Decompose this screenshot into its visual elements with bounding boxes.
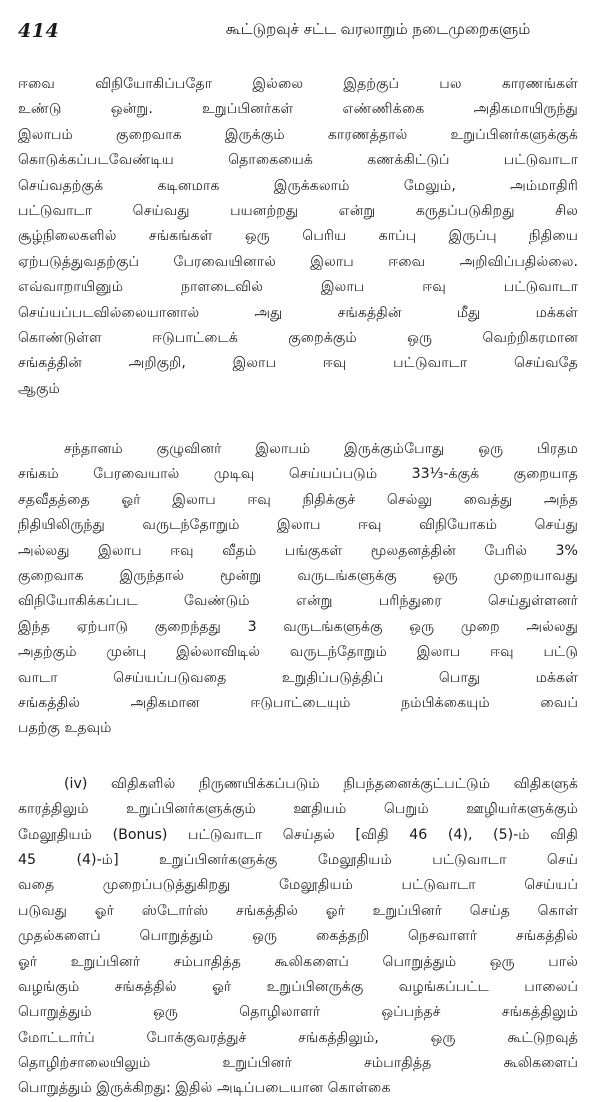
text-line: படுவது ஓர் ஸ்டோர்ஸ் சங்கத்தில் ஓர் உறுப்பினர் செய்த கொள் xyxy=(18,902,578,919)
text-line: வழங்கும் சங்கத்தில் ஓர் உறுப்பினருக்கு வழங்கப்பட்ட பாலைப் xyxy=(18,978,578,995)
running-title: கூட்டுறவுச் சட்ட வரலாறும் நடைமுறைகளும் xyxy=(225,20,531,38)
page-number: 414 xyxy=(18,20,60,42)
text-line: சங்கம் பேரவையால் முடிவு செய்யப்படும் 33⅓-க்குக் குறையாத xyxy=(18,466,578,483)
text-line: வாடா செய்யப்படுவதை உறுதிப்படுத்திப் பொது மக்கள் xyxy=(18,669,578,686)
text-line: கொண்டுள்ள ஈடுபாட்டைக் குறைக்கும் ஒரு வெற்றிகரமான xyxy=(18,329,578,346)
text-line: குறைவாக இருந்தால் மூன்று வருடங்களுக்கு ஒரு முறையாவது xyxy=(18,568,578,585)
text-line: சூழ்நிலைகளில் சங்கங்கள் ஒரு பெரிய காப்பு இருப்பு நிதியை xyxy=(18,228,578,245)
text-line: பொறுத்தும் ஒரு தொழிலாளர் ஒப்பந்தச் சங்கத்திலும் xyxy=(18,1004,578,1021)
text-line: ஆகும் xyxy=(18,380,60,397)
text-line: பட்டுவாடா செய்வது பயனற்றது என்று கருதப்படுகிறது சில xyxy=(18,202,578,219)
text-line: விநியோகிக்கப்பட வேண்டும் என்று பரிந்துரை செய்துள்ளனர் xyxy=(18,593,578,610)
text-line: அதற்கும் முன்பு இல்லாவிடில் வருடந்தோறும் இலாப ஈவு பட்டு xyxy=(18,644,578,661)
text-line: கொடுக்கப்படவேண்டிய தொகையைக் கணக்கிட்டுப் பட்டுவாடா xyxy=(18,152,578,169)
text-line: ஈவை விநியோகிப்பதோ இல்லை இதற்குப் பல காரணங்கள் xyxy=(18,76,578,92)
text-line: ஏற்படுத்துவதற்குப் பேரவையினால் இலாப ஈவை அறிவிப்பதில்லை. xyxy=(18,253,578,270)
text-line: நிதியிலிருந்து வருடந்தோறும் இலாப ஈவு விநியோகம் செய்து xyxy=(18,517,578,534)
text-line: சதவீதத்தை ஓர் இலாப ஈவு நிதிக்குச் செல்லு வைத்து அந்த xyxy=(18,491,578,508)
text-line: உண்டு ஒன்று. உறுப்பினர்கள் எண்ணிக்கை அதிகமாயிருந்து xyxy=(18,101,578,118)
text-line: முதல்களைப் பொறுத்தும் ஒரு கைத்தறி நெசவாளர் சங்கத்தில் xyxy=(18,928,578,945)
text-line: (iv) விதிகளில் நிருணயிக்கப்படும் நிபந்தனைக்குட்பட்டும் விதிகளுக் xyxy=(64,775,578,792)
text-line: பொறுத்தும் இருக்கிறது: இதில் அடிப்படையான கொள்கை xyxy=(18,1080,391,1097)
text-line: செய்வதற்குக் கடினமாக இருக்கலாம் மேலும், அம்மாதிரி xyxy=(18,177,578,194)
text-line: வதை முறைப்படுத்துகிறது மேலூதியம் பட்டுவாடா செய்யப் xyxy=(18,877,578,894)
text-line: காரத்திலும் உறுப்பினர்களுக்கும் ஊதியம் பெறும் ஊழியர்களுக்கும் xyxy=(18,801,578,818)
text-line: தொழிற்சாலையிலும் உறுப்பினர் சம்பாதித்த கூலிகளைப் xyxy=(18,1055,578,1072)
text-line: சங்கத்தில் அதிகமான ஈடுபாட்டையும் நம்பிக்கையும் வைப் xyxy=(18,694,578,711)
text-line: செய்யப்படவில்லையானால் அது சங்கத்தின் மீது மக்கள் xyxy=(18,304,578,321)
text-line: சந்தானம் குழுவினர் இலாபம் இருக்கும்போது ஒரு பிரதம xyxy=(64,441,578,458)
page-header xyxy=(18,14,578,54)
text-line: எவ்வாறாயினும் நாளடைவில் இலாப ஈவு பட்டுவாடா xyxy=(18,279,578,296)
text-line: 45 (4)-ம்] உறுப்பினர்களுக்கு மேலூதியம் பட்டுவாடா செய் xyxy=(18,851,578,868)
body-text xyxy=(18,72,578,1102)
paragraph-gap xyxy=(18,402,578,437)
text-line: இந்த ஏற்பாடு குறைந்தது 3 வருடங்களுக்கு ஒரு முறை அல்லது xyxy=(18,618,578,635)
paragraph-gap xyxy=(18,742,578,772)
paragraph-1 xyxy=(18,72,578,402)
text-line: ஓர் உறுப்பினர் சம்பாதித்த கூலிகளைப் பொறுத்தும் ஒரு பால் xyxy=(18,953,578,970)
paragraph-2 xyxy=(18,437,578,742)
text-line: இலாபம் குறைவாக இருக்கும் காரணத்தால் உறுப்பினர்களுக்குக் xyxy=(18,126,578,143)
text-line: மோட்டார்ப் போக்குவரத்துச் சங்கத்திலும், ஒரு கூட்டுறவுத் xyxy=(18,1029,578,1046)
paragraph-3 xyxy=(18,772,578,1102)
text-line: மேலூதியம் (Bonus) பட்டுவாடா செய்தல் [விதி 46 (4), (5)-ம் விதி xyxy=(18,826,578,843)
text-line: சங்கத்தின் அறிகுறி, இலாப ஈவு பட்டுவாடா செய்வதே xyxy=(18,355,578,372)
text-line: அல்லது இலாப ஈவு வீதம் பங்குகள் மூலதனத்தின் பேரில் 3% xyxy=(18,542,578,559)
text-line: பதற்கு உதவும் xyxy=(18,720,112,737)
